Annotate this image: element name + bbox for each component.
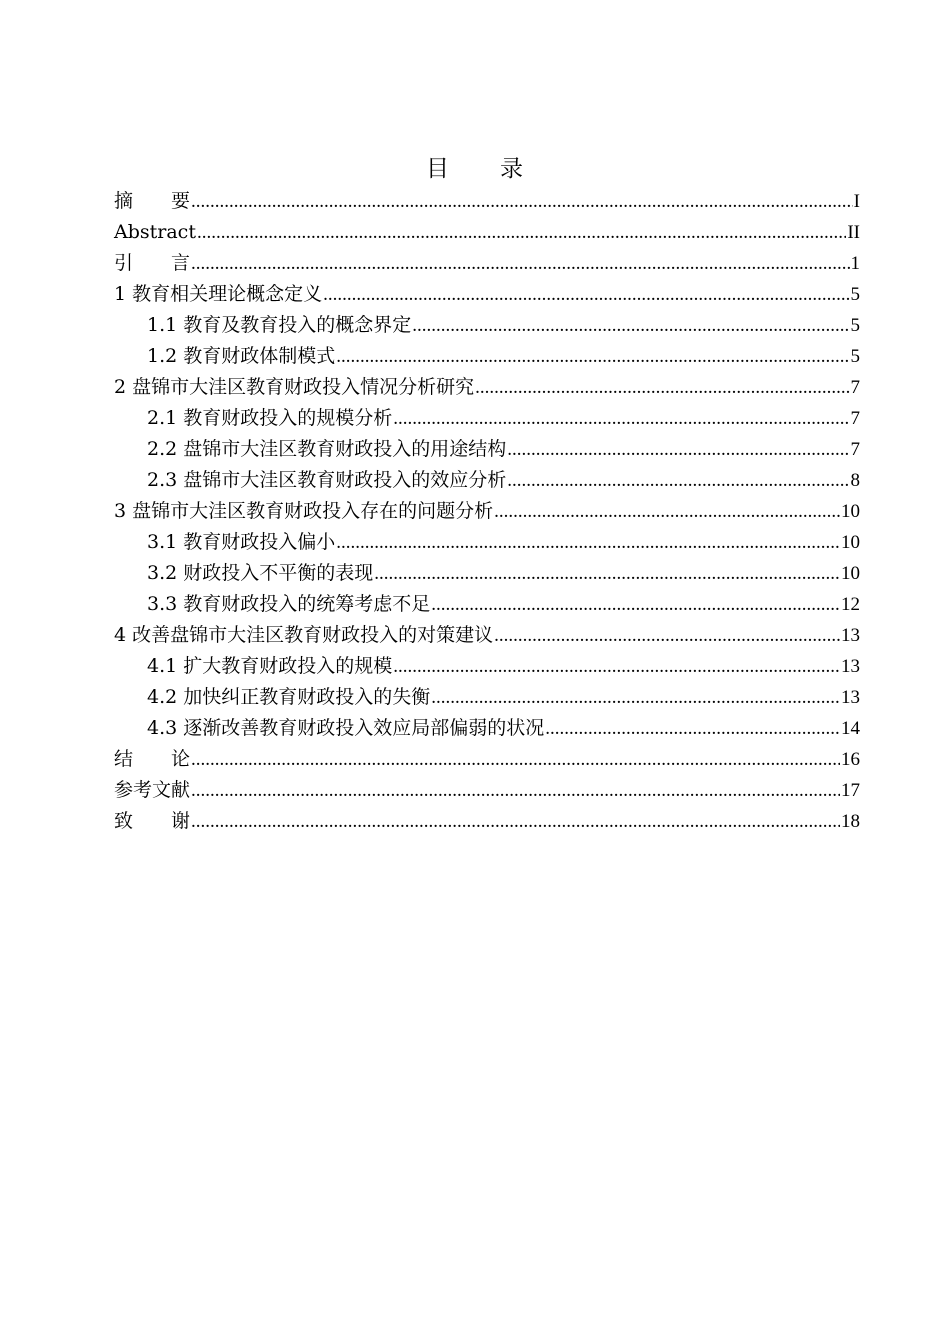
toc-entry[interactable]	[114, 806, 860, 837]
toc-entry-page: 12	[841, 594, 860, 615]
toc-dot-leader	[336, 341, 849, 372]
toc-entry-page: 13	[841, 625, 860, 646]
toc-title	[0, 152, 950, 186]
toc-dot-leader	[494, 496, 840, 527]
toc-entry-label: 4.1 扩大教育财政投入的规模	[147, 655, 393, 677]
toc-entry-page: 14	[841, 718, 860, 739]
toc-entry[interactable]	[114, 620, 860, 651]
toc-entry-page: 1	[850, 253, 860, 274]
toc-entry[interactable]	[114, 217, 860, 248]
toc-dot-leader	[336, 527, 840, 558]
toc-dot-leader	[191, 248, 849, 279]
toc-entry-page: 5	[850, 315, 860, 336]
toc-dot-leader	[494, 620, 840, 651]
toc-entry-page: 16	[841, 749, 860, 770]
toc-entry-page: 7	[850, 439, 860, 460]
toc-dot-leader	[507, 434, 849, 465]
toc-entry-label: 3.3 教育财政投入的统筹考虑不足	[147, 593, 431, 615]
toc-entry-label: 1 教育相关理论概念定义	[114, 283, 323, 305]
toc-entry[interactable]	[114, 341, 860, 372]
toc-entry-page: I	[853, 191, 860, 212]
toc-entry-label: 2.1 教育财政投入的规模分析	[147, 407, 393, 429]
toc-entry[interactable]	[114, 248, 860, 279]
toc-entry-page: 13	[841, 656, 860, 677]
toc-dot-leader	[191, 744, 840, 775]
toc-dot-leader	[475, 372, 849, 403]
toc-title-left: 目	[426, 156, 450, 182]
toc-entry-label: 3.1 教育财政投入偏小	[147, 531, 336, 553]
toc-entry[interactable]	[114, 744, 860, 775]
toc-dot-leader	[393, 651, 840, 682]
toc-entry[interactable]	[114, 775, 860, 806]
toc-dot-leader	[431, 589, 840, 620]
toc-entry-label: 3.2 财政投入不平衡的表现	[147, 562, 374, 584]
toc-entry-label: 4.2 加快纠正教育财政投入的失衡	[147, 686, 431, 708]
toc-entry-page: 17	[841, 780, 860, 801]
toc-dot-leader	[323, 279, 849, 310]
toc-entry-page: 10	[841, 501, 860, 522]
toc-dot-leader	[393, 403, 849, 434]
toc-dot-leader	[431, 682, 840, 713]
toc-entry[interactable]	[114, 465, 860, 496]
toc-entry[interactable]	[114, 558, 860, 589]
toc-entry-page: 13	[841, 687, 860, 708]
toc-list	[114, 186, 860, 837]
toc-dot-leader	[545, 713, 840, 744]
toc-entry-page: 8	[850, 470, 860, 491]
toc-entry-label: 参考文献	[114, 779, 191, 801]
toc-entry[interactable]	[114, 279, 860, 310]
toc-dot-leader	[197, 217, 846, 248]
toc-entry-page: 7	[850, 377, 860, 398]
toc-entry-page: 5	[850, 284, 860, 305]
toc-entry-label: 3 盘锦市大洼区教育财政投入存在的问题分析	[114, 500, 494, 522]
toc-entry[interactable]	[114, 589, 860, 620]
toc-entry[interactable]	[114, 372, 860, 403]
toc-entry-page: 18	[841, 811, 860, 832]
toc-entry-label: 4.3 逐渐改善教育财政投入效应局部偏弱的状况	[147, 717, 545, 739]
toc-entry[interactable]	[114, 434, 860, 465]
toc-entry-label: 4 改善盘锦市大洼区教育财政投入的对策建议	[114, 624, 494, 646]
toc-entry-label: 摘 要	[114, 190, 191, 212]
toc-entry-label: 致 谢	[114, 810, 191, 832]
toc-entry[interactable]	[114, 713, 860, 744]
toc-entry[interactable]	[114, 496, 860, 527]
toc-title-right: 录	[500, 156, 524, 182]
toc-entry-page: 10	[841, 563, 860, 584]
toc-entry[interactable]	[114, 403, 860, 434]
toc-entry-page: II	[847, 222, 860, 243]
toc-dot-leader	[191, 806, 840, 837]
toc-entry-label: 2 盘锦市大洼区教育财政投入情况分析研究	[114, 376, 475, 398]
toc-entry[interactable]	[114, 310, 860, 341]
toc-entry-label: 结 论	[114, 748, 191, 770]
toc-dot-leader	[507, 465, 849, 496]
toc-entry-label: 1.1 教育及教育投入的概念界定	[147, 314, 412, 336]
toc-entry[interactable]	[114, 651, 860, 682]
toc-entry-label: 引 言	[114, 252, 191, 274]
toc-entry[interactable]	[114, 186, 860, 217]
toc-entry-label: 2.2 盘锦市大洼区教育财政投入的用途结构	[147, 438, 507, 460]
toc-entry-page: 10	[841, 532, 860, 553]
toc-dot-leader	[191, 186, 853, 217]
toc-entry[interactable]	[114, 682, 860, 713]
toc-entry-label: Abstract	[114, 221, 196, 243]
toc-entry-label: 1.2 教育财政体制模式	[147, 345, 336, 367]
toc-dot-leader	[374, 558, 840, 589]
toc-entry-page: 7	[850, 408, 860, 429]
toc-dot-leader	[412, 310, 849, 341]
toc-entry[interactable]	[114, 527, 860, 558]
toc-dot-leader	[191, 775, 840, 806]
toc-entry-page: 5	[850, 346, 860, 367]
toc-entry-label: 2.3 盘锦市大洼区教育财政投入的效应分析	[147, 469, 507, 491]
